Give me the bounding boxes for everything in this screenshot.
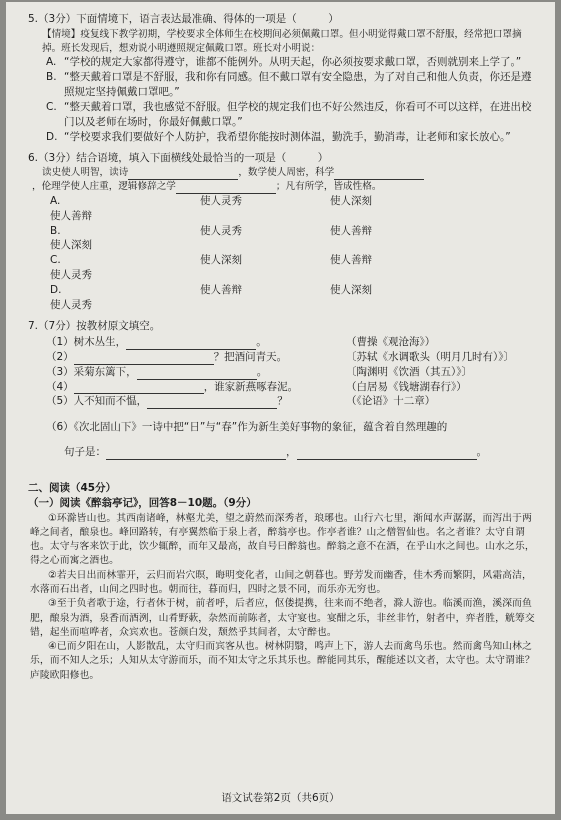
question-5-option-c: C. “整天戴着口罩，我也感觉不舒服。但学校的规定我们也不好公然违反，你看可不可以这样，在进出校门以及老师在场时，你最好佩戴口罩。”: [46, 100, 532, 128]
question-6-option-a: A. 使人善辩 使人灵秀 使人深刻: [50, 194, 372, 222]
essay-paragraph-3: ③至于负者歌于途，行者休于树，前者呼，后者应，伛偻提携，往来而不绝者，滁人游也。临溪而渔，溪深而鱼肥，酿泉为酒，泉香而酒洌，山肴野蔌，杂然而前陈者，太守宴也。宴酣之乐，非丝非竹，射者中，弈者胜，觥筹交错，起坐而喧哗者，众宾欢也。苍颜白发，颓然乎其间者，太守醉也。: [30, 598, 535, 638]
question-7-item-1: （1）树木丛生， 。 （曹操《观沧海》）: [46, 335, 436, 348]
question-5-option-a: A. “学校的规定大家都得遵守，谁都不能例外。从明天起，你必须按要求戴口罩，否则就别来上学了。”: [46, 56, 522, 69]
subsection-title: （一）阅读《醉翁亭记》，回答8－10题。（9分）: [28, 496, 257, 509]
question-7-stem: 7.（7分）按教材原文填空。: [28, 319, 161, 332]
answer-blank[interactable]: [334, 167, 424, 180]
answer-blank[interactable]: [147, 396, 277, 409]
question-5: [28, 12, 537, 145]
question-5-context: 【情境】疫复线下教学初期，学校要求全体师生在校期间必须佩戴口罩。但小明觉得戴口罩不舒服，经常把口罩摘掉。班长发现后，想劝说小明遵照规定佩戴口罩。班长对小明说：: [42, 28, 522, 54]
page-footer: 语文试卷第2页（共6页）: [221, 792, 340, 805]
question-6: [28, 151, 537, 313]
essay-paragraph-1: ①环滁皆山也。其西南诸峰，林壑尤美，望之蔚然而深秀者，琅琊也。山行六七里，渐闻水声潺潺，而泻出于两峰之间者，酿泉也。峰回路转，有亭翼然临于泉上者，醉翁亭也。作亭者谁？山之僧智仙也。名之者谁？太守自谓也。太守与客来饮于此，饮少辄醉，而年又最高，故自号曰醉翁也。醉翁之意不在酒，在乎山水之间也。山水之乐，得之心而寓之酒也。: [30, 512, 535, 567]
question-6-option-b: B. 使人深刻 使人灵秀 使人善辩: [50, 224, 372, 252]
answer-blank[interactable]: [297, 447, 477, 460]
answer-blank[interactable]: [74, 381, 204, 394]
question-6-context-line-1: 读史使人明智，读诗 ，数学使人周密，科学: [42, 166, 537, 180]
question-5-option-b: B. “整天戴着口罩是不舒服，我和你有同感。但不戴口罩有安全隐患，为了对自己和他人负责，你还是遵照规定坚持佩戴口罩吧。”: [46, 71, 532, 98]
section-title: 二、阅读（45分）: [28, 481, 117, 494]
question-5-stem: 5.（3分）下面情境下，语言表达最准确、得体的一项是（ ）: [28, 13, 339, 25]
exam-page: [6, 2, 555, 814]
question-7-item-2: （2） ？把酒问青天。 〔苏轼《水调歌头（明月几时有）》〕: [46, 350, 514, 363]
reading-section: [28, 481, 537, 683]
question-6-option-c: C. 使人灵秀 使人深刻 使人善辩: [50, 254, 372, 282]
question-6-option-d: D. 使人灵秀 使人善辩 使人深刻: [50, 284, 372, 312]
question-6-stem: 6.（3分）结合语境，填入下面横线处最恰当的一项是（ ）: [28, 151, 329, 164]
question-5-option-d: D. “学校要求我们要做好个人防护，我希望你能按时测体温，勤洗手，勤消毒，让老师和家长放心。”: [46, 130, 511, 143]
answer-blank[interactable]: [176, 181, 276, 194]
question-7-item-4: （4） ，谁家新燕啄春泥。 （白居易《钱塘湖春行》）: [46, 380, 467, 393]
answer-blank[interactable]: [74, 352, 214, 365]
question-7: [28, 319, 537, 460]
essay-paragraph-2: ②若夫日出而林霏开，云归而岩穴暝，晦明变化者，山间之朝暮也。野芳发而幽香，佳木秀而繁阴，风霜高洁，水落而石出者，山间之四时也。朝而往，暮而归，四时之景不同，而乐亦无穷也。: [30, 569, 532, 595]
question-7-item-5: （5）人不知而不愠， ？ （《论语》十二章）: [46, 395, 436, 408]
answer-blank[interactable]: [126, 337, 256, 350]
question-6-context-line-2: ，伦理学使人庄重，逻辑修辞之学 ；凡有所学，皆成性格。: [32, 181, 382, 193]
question-7-item-6-answer: 句子是： ， 。: [64, 446, 487, 459]
essay-paragraph-4: ④已而夕阳在山，人影散乱，太守归而宾客从也。树林阴翳，鸣声上下，游人去而禽鸟乐也。然而禽鸟知山林之乐，而不知人之乐；人知从太守游而乐，而不知太守之乐其乐也。醉能同其乐，醒能述以文者，太守也。太守谓谁？庐陵欧阳修也。: [30, 641, 535, 681]
answer-blank[interactable]: [128, 167, 238, 180]
answer-blank[interactable]: [106, 447, 286, 460]
question-7-item-3: （3）采菊东篱下， 。 〔陶渊明《饮酒（其五）》〕: [46, 365, 472, 378]
answer-blank[interactable]: [137, 367, 257, 380]
question-7-item-6: （6）《次北固山下》一诗中把“日”与“春”作为新生美好事物的象征，蕴含着自然理趣的: [46, 420, 448, 433]
